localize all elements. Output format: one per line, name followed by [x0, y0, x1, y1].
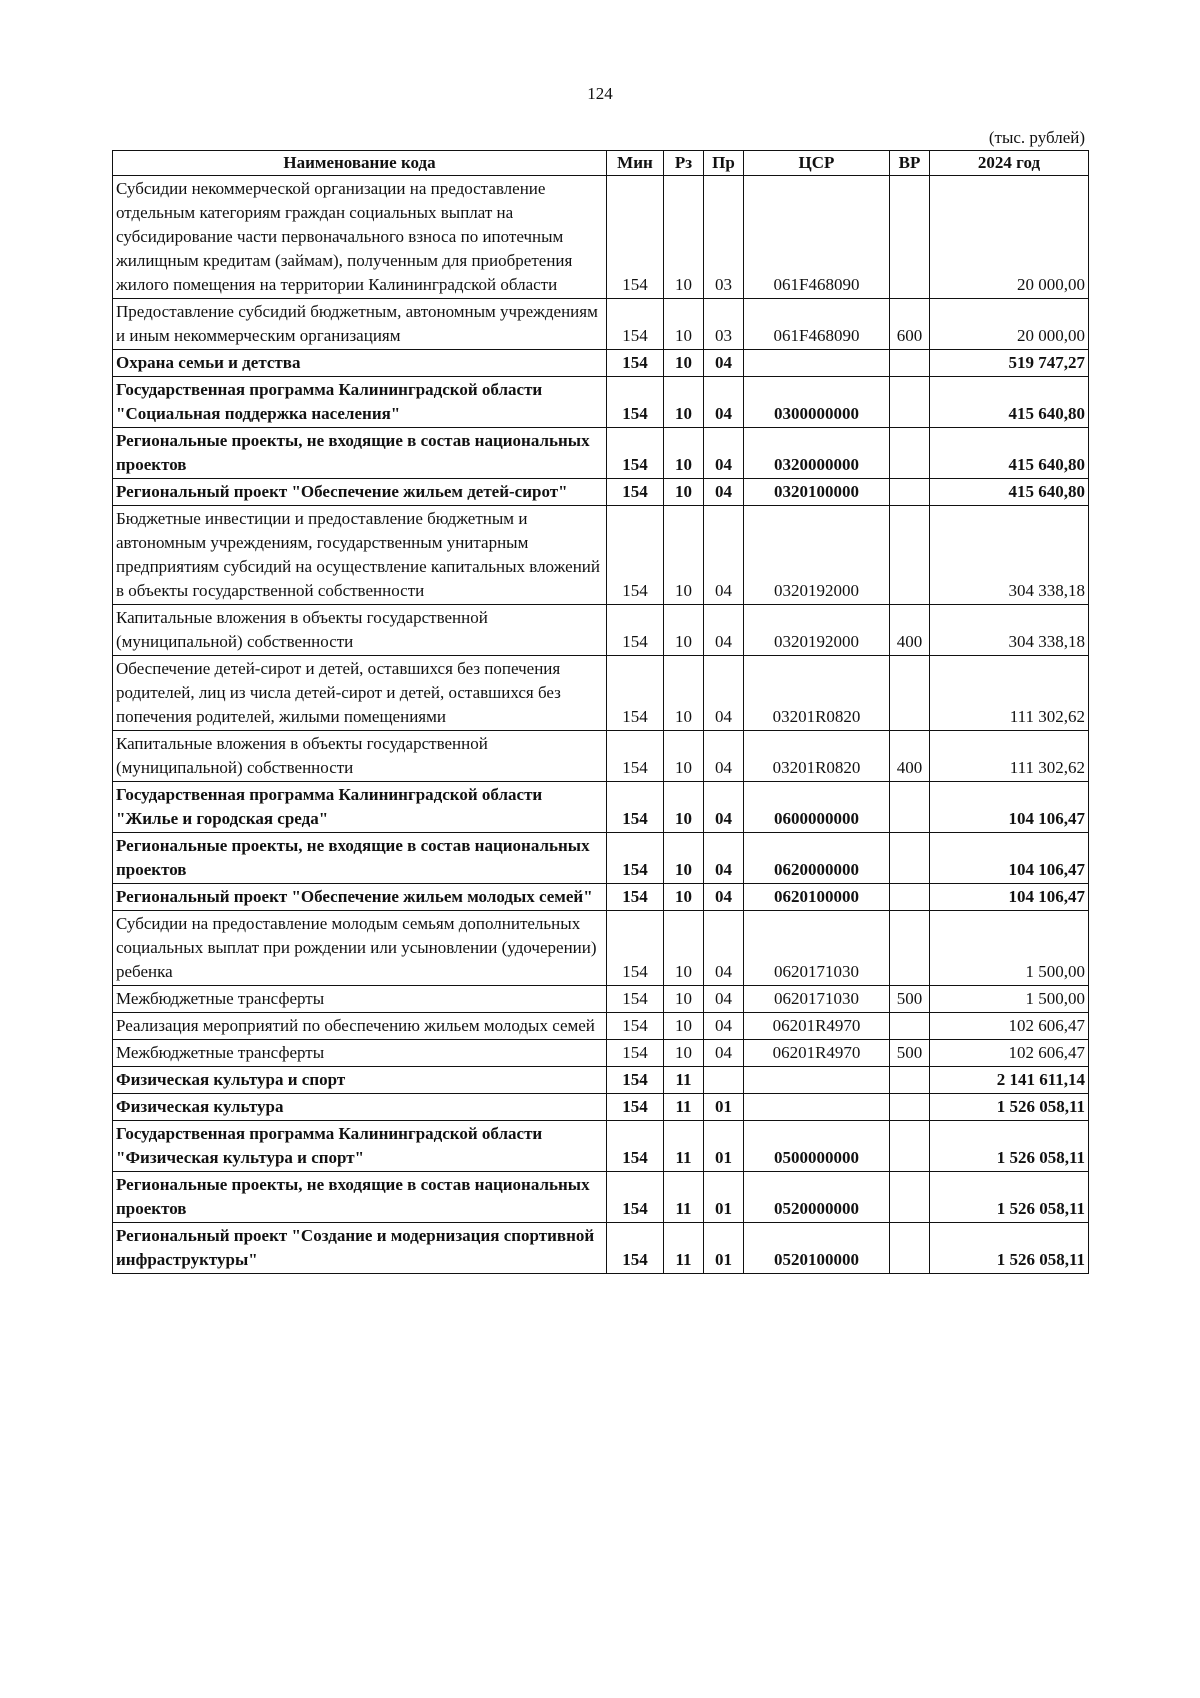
- cell-min: 154: [607, 884, 664, 911]
- cell-rz: 11: [664, 1094, 704, 1121]
- cell-pr: 04: [704, 656, 744, 731]
- cell-csr: 0320100000: [744, 479, 890, 506]
- header-pr: Пр: [704, 151, 744, 176]
- cell-pr: 04: [704, 731, 744, 782]
- cell-rz: 11: [664, 1121, 704, 1172]
- cell-min: 154: [607, 176, 664, 299]
- cell-value: 102 606,47: [930, 1013, 1089, 1040]
- cell-name: Физическая культура и спорт: [113, 1067, 607, 1094]
- cell-rz: 10: [664, 428, 704, 479]
- cell-vr: [890, 428, 930, 479]
- cell-name: Региональный проект "Обеспечение жильем детей-сирот": [113, 479, 607, 506]
- table-row: [113, 479, 1089, 506]
- cell-vr: [890, 506, 930, 605]
- cell-name: Межбюджетные трансферты: [113, 1040, 607, 1067]
- cell-vr: [890, 479, 930, 506]
- header-vr: ВР: [890, 151, 930, 176]
- cell-rz: 11: [664, 1172, 704, 1223]
- cell-rz: 11: [664, 1067, 704, 1094]
- cell-csr: 0620171030: [744, 986, 890, 1013]
- cell-name: Межбюджетные трансферты: [113, 986, 607, 1013]
- cell-vr: 500: [890, 1040, 930, 1067]
- cell-value: 415 640,80: [930, 377, 1089, 428]
- cell-min: 154: [607, 605, 664, 656]
- header-name: Наименование кода: [113, 151, 607, 176]
- cell-pr: 04: [704, 884, 744, 911]
- cell-pr: 04: [704, 605, 744, 656]
- cell-rz: 10: [664, 656, 704, 731]
- cell-csr: 06201R4970: [744, 1040, 890, 1067]
- table-row: [113, 1013, 1089, 1040]
- cell-min: 154: [607, 911, 664, 986]
- cell-value: 1 500,00: [930, 986, 1089, 1013]
- cell-csr: 061F468090: [744, 299, 890, 350]
- cell-min: 154: [607, 1040, 664, 1067]
- cell-value: 1 526 058,11: [930, 1223, 1089, 1274]
- cell-value: 104 106,47: [930, 833, 1089, 884]
- cell-csr: 03201R0820: [744, 656, 890, 731]
- cell-pr: 04: [704, 1040, 744, 1067]
- cell-name: Обеспечение детей-сирот и детей, оставшихся без попечения родителей, лиц из числа детей-сирот и детей, оставшихся без попечения родителей, жилыми помещениями: [113, 656, 607, 731]
- cell-value: 519 747,27: [930, 350, 1089, 377]
- cell-vr: [890, 1094, 930, 1121]
- cell-value: 415 640,80: [930, 479, 1089, 506]
- cell-rz: 10: [664, 731, 704, 782]
- cell-rz: 10: [664, 884, 704, 911]
- cell-name: Региональный проект "Создание и модернизация спортивной инфраструктуры": [113, 1223, 607, 1274]
- cell-csr: 0520000000: [744, 1172, 890, 1223]
- cell-value: 415 640,80: [930, 428, 1089, 479]
- table-row: [113, 377, 1089, 428]
- cell-min: 154: [607, 782, 664, 833]
- table-row: [113, 782, 1089, 833]
- cell-pr: 04: [704, 986, 744, 1013]
- cell-value: 1 526 058,11: [930, 1121, 1089, 1172]
- cell-vr: [890, 1223, 930, 1274]
- cell-name: Субсидии некоммерческой организации на предоставление отдельным категориям граждан социальных выплат на субсидирование части первоначального взноса по ипотечным жилищным кредитам (займам), полученным для приобретения жилого помещения на территории Калининградской области: [113, 176, 607, 299]
- cell-pr: 04: [704, 911, 744, 986]
- cell-name: Региональные проекты, не входящие в состав национальных проектов: [113, 1172, 607, 1223]
- cell-name: Субсидии на предоставление молодым семьям дополнительных социальных выплат при рождении или усыновлении (удочерении) ребенка: [113, 911, 607, 986]
- cell-value: 1 500,00: [930, 911, 1089, 986]
- cell-min: 154: [607, 299, 664, 350]
- cell-min: 154: [607, 350, 664, 377]
- cell-csr: 03201R0820: [744, 731, 890, 782]
- cell-pr: 04: [704, 833, 744, 884]
- cell-csr: 06201R4970: [744, 1013, 890, 1040]
- cell-rz: 10: [664, 605, 704, 656]
- table-header: [113, 151, 1089, 176]
- cell-pr: 01: [704, 1223, 744, 1274]
- cell-name: Государственная программа Калининградской области "Жилье и городская среда": [113, 782, 607, 833]
- budget-table: [112, 150, 1089, 1274]
- table-row: [113, 1172, 1089, 1223]
- table-row: [113, 884, 1089, 911]
- cell-vr: 500: [890, 986, 930, 1013]
- cell-vr: [890, 884, 930, 911]
- table-body: [113, 176, 1089, 1274]
- cell-name: Охрана семьи и детства: [113, 350, 607, 377]
- cell-csr: 0500000000: [744, 1121, 890, 1172]
- cell-vr: [890, 1067, 930, 1094]
- cell-csr: [744, 1094, 890, 1121]
- cell-value: 111 302,62: [930, 731, 1089, 782]
- cell-vr: [890, 377, 930, 428]
- cell-min: 154: [607, 656, 664, 731]
- cell-value: 102 606,47: [930, 1040, 1089, 1067]
- cell-vr: [890, 782, 930, 833]
- cell-name: Государственная программа Калининградской области "Физическая культура и спорт": [113, 1121, 607, 1172]
- cell-value: 304 338,18: [930, 605, 1089, 656]
- table-row: [113, 299, 1089, 350]
- cell-min: 154: [607, 1094, 664, 1121]
- table-row: [113, 605, 1089, 656]
- cell-vr: 600: [890, 299, 930, 350]
- cell-rz: 10: [664, 479, 704, 506]
- header-year: 2024 год: [930, 151, 1089, 176]
- cell-rz: 10: [664, 911, 704, 986]
- cell-vr: [890, 1013, 930, 1040]
- cell-name: Капитальные вложения в объекты государственной (муниципальной) собственности: [113, 731, 607, 782]
- table-row: [113, 656, 1089, 731]
- cell-min: 154: [607, 833, 664, 884]
- cell-rz: 10: [664, 1013, 704, 1040]
- cell-csr: [744, 350, 890, 377]
- cell-pr: [704, 1067, 744, 1094]
- cell-min: 154: [607, 506, 664, 605]
- cell-min: 154: [607, 1172, 664, 1223]
- table-row: [113, 506, 1089, 605]
- cell-min: 154: [607, 1067, 664, 1094]
- table-row: [113, 911, 1089, 986]
- cell-vr: [890, 911, 930, 986]
- cell-value: 2 141 611,14: [930, 1067, 1089, 1094]
- cell-pr: 03: [704, 176, 744, 299]
- cell-csr: 0620000000: [744, 833, 890, 884]
- cell-vr: 400: [890, 731, 930, 782]
- cell-name: Предоставление субсидий бюджетным, автономным учреждениям и иным некоммерческим организациям: [113, 299, 607, 350]
- cell-value: 1 526 058,11: [930, 1172, 1089, 1223]
- cell-pr: 01: [704, 1121, 744, 1172]
- cell-name: Бюджетные инвестиции и предоставление бюджетным и автономным учреждениям, государственным унитарным предприятиям субсидий на осуществление капитальных вложений в объекты государственной собственности: [113, 506, 607, 605]
- cell-rz: 10: [664, 833, 704, 884]
- cell-name: Физическая культура: [113, 1094, 607, 1121]
- cell-pr: 03: [704, 299, 744, 350]
- cell-value: 104 106,47: [930, 782, 1089, 833]
- cell-pr: 04: [704, 428, 744, 479]
- cell-min: 154: [607, 1223, 664, 1274]
- cell-vr: [890, 1172, 930, 1223]
- cell-csr: 0320000000: [744, 428, 890, 479]
- cell-vr: 400: [890, 605, 930, 656]
- cell-rz: 10: [664, 377, 704, 428]
- cell-pr: 04: [704, 782, 744, 833]
- cell-pr: 01: [704, 1172, 744, 1223]
- cell-min: 154: [607, 479, 664, 506]
- table-row: [113, 833, 1089, 884]
- cell-value: 111 302,62: [930, 656, 1089, 731]
- cell-min: 154: [607, 1013, 664, 1040]
- cell-vr: [890, 350, 930, 377]
- cell-csr: 0620171030: [744, 911, 890, 986]
- cell-name: Региональные проекты, не входящие в состав национальных проектов: [113, 428, 607, 479]
- cell-pr: 04: [704, 506, 744, 605]
- cell-vr: [890, 833, 930, 884]
- header-csr: ЦСР: [744, 151, 890, 176]
- cell-min: 154: [607, 986, 664, 1013]
- cell-min: 154: [607, 731, 664, 782]
- cell-name: Реализация мероприятий по обеспечению жильем молодых семей: [113, 1013, 607, 1040]
- table-row: [113, 1121, 1089, 1172]
- cell-rz: 10: [664, 782, 704, 833]
- page-number: 124: [587, 84, 613, 103]
- cell-vr: [890, 1121, 930, 1172]
- table-row: [113, 731, 1089, 782]
- cell-pr: 04: [704, 377, 744, 428]
- cell-rz: 10: [664, 176, 704, 299]
- cell-rz: 10: [664, 506, 704, 605]
- cell-value: 20 000,00: [930, 299, 1089, 350]
- cell-name: Региональные проекты, не входящие в состав национальных проектов: [113, 833, 607, 884]
- table-row: [113, 350, 1089, 377]
- cell-rz: 10: [664, 350, 704, 377]
- cell-min: 154: [607, 428, 664, 479]
- table-row: [113, 1040, 1089, 1067]
- cell-csr: 0620100000: [744, 884, 890, 911]
- cell-pr: 04: [704, 479, 744, 506]
- table-row: [113, 176, 1089, 299]
- cell-rz: 10: [664, 299, 704, 350]
- table-row: [113, 1223, 1089, 1274]
- cell-vr: [890, 656, 930, 731]
- header-min: Мин: [607, 151, 664, 176]
- units-label: (тыс. рублей): [988, 128, 1085, 147]
- cell-value: 104 106,47: [930, 884, 1089, 911]
- cell-name: Государственная программа Калининградской области "Социальная поддержка населения": [113, 377, 607, 428]
- cell-vr: [890, 176, 930, 299]
- table-row: [113, 1094, 1089, 1121]
- cell-value: 20 000,00: [930, 176, 1089, 299]
- header-rz: Рз: [664, 151, 704, 176]
- cell-min: 154: [607, 1121, 664, 1172]
- cell-value: 304 338,18: [930, 506, 1089, 605]
- header-row: [113, 151, 1089, 176]
- cell-name: Капитальные вложения в объекты государственной (муниципальной) собственности: [113, 605, 607, 656]
- table-row: [113, 428, 1089, 479]
- cell-csr: 0600000000: [744, 782, 890, 833]
- cell-name: Региональный проект "Обеспечение жильем молодых семей": [113, 884, 607, 911]
- cell-csr: 0320192000: [744, 506, 890, 605]
- cell-csr: 0320192000: [744, 605, 890, 656]
- cell-pr: 04: [704, 1013, 744, 1040]
- cell-value: 1 526 058,11: [930, 1094, 1089, 1121]
- cell-rz: 11: [664, 1223, 704, 1274]
- cell-csr: 061F468090: [744, 176, 890, 299]
- cell-min: 154: [607, 377, 664, 428]
- cell-csr: [744, 1067, 890, 1094]
- table-row: [113, 1067, 1089, 1094]
- table-row: [113, 986, 1089, 1013]
- cell-pr: 01: [704, 1094, 744, 1121]
- cell-rz: 10: [664, 1040, 704, 1067]
- cell-rz: 10: [664, 986, 704, 1013]
- cell-csr: 0300000000: [744, 377, 890, 428]
- cell-pr: 04: [704, 350, 744, 377]
- cell-csr: 0520100000: [744, 1223, 890, 1274]
